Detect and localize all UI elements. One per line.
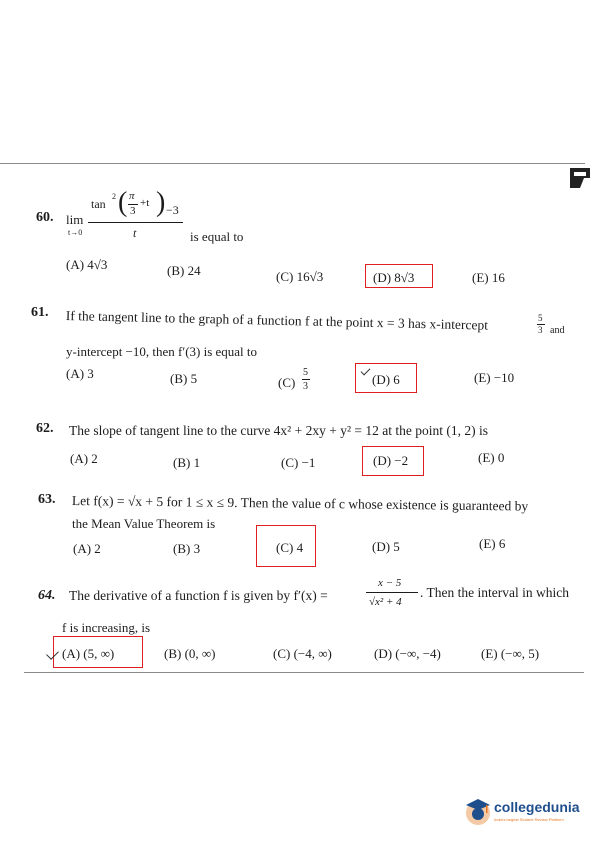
option-b[interactable]: (B) 5 (170, 371, 198, 386)
pi-symbol: π (129, 190, 135, 202)
answer-highlight-box (362, 446, 424, 476)
option-c[interactable]: (C) (−4, ∞) (273, 646, 332, 661)
option-c[interactable]: (C) −1 (281, 455, 316, 470)
collegedunia-logo (464, 795, 586, 829)
option-d[interactable]: (D) 5 (372, 539, 400, 554)
question-text: Let f(x) = √x + 5 for 1 ≤ x ≤ 9. Then the value of c whose existence is guaranteed by (71, 493, 529, 514)
option-d[interactable]: (D) 6 (372, 372, 400, 387)
lim-subscript: t→0 (68, 228, 83, 237)
option-b[interactable]: (B) 1 (173, 455, 201, 470)
answer-highlight-box (53, 636, 143, 668)
tan-word: tan (91, 197, 106, 211)
option-a[interactable]: (A) 2 (73, 541, 101, 556)
plus-t: +t (140, 197, 150, 209)
logo-name: collegedunia (494, 799, 580, 815)
option-e[interactable]: (E) 0 (478, 450, 505, 465)
option-e[interactable]: (E) 6 (479, 536, 506, 551)
option-c-fraction-line (302, 379, 310, 380)
answer-highlight-box (365, 264, 433, 288)
top-rule (0, 163, 585, 164)
derivative-numerator: x − 5 (378, 577, 402, 589)
question-number: 61. (31, 305, 49, 320)
option-b[interactable]: (B) 24 (167, 263, 201, 278)
question-line-2: y-intercept −10, then f′(3) is equal to (66, 344, 258, 359)
option-d[interactable]: (D) (−∞, −4) (374, 646, 441, 661)
option-a[interactable]: (A) 4√3 (66, 257, 108, 272)
option-c[interactable]: (C) (278, 375, 296, 390)
option-c-denominator: 3 (303, 381, 308, 392)
question-tail: is equal to (190, 229, 244, 244)
question-text: The slope of tangent line to the curve 4x² + 2xy + y² = 12 at the point (1, 2) is (69, 423, 488, 438)
question-number: 64. (38, 588, 56, 603)
derivative-denominator: √x² + 4 (369, 596, 402, 608)
question-line-2: the Mean Value Theorem is (72, 516, 216, 531)
option-c[interactable]: (C) 4 (276, 540, 304, 555)
question-number: 60. (36, 210, 54, 225)
minus-three: −3 (166, 203, 179, 217)
answer-highlight-box (256, 525, 316, 567)
option-d[interactable]: (D) −2 (373, 453, 409, 468)
question-text-after: . Then the interval in which (420, 585, 569, 600)
three-denominator: 3 (130, 205, 136, 217)
question-text: If the tangent line to the graph of a function f at the point x = 3 has x-intercept (65, 308, 489, 333)
question-number: 63. (38, 492, 56, 507)
tan-exponent: 2 (112, 192, 116, 201)
option-b[interactable]: (B) (0, ∞) (164, 646, 216, 661)
option-c-numerator: 5 (303, 367, 308, 378)
option-b[interactable]: (B) 3 (173, 541, 201, 556)
x-intercept-numerator: 5 (538, 313, 543, 323)
derivative-fraction-line (366, 592, 418, 593)
question-line-2: f is increasing, is (62, 620, 151, 635)
denominator-t: t (133, 226, 137, 240)
option-e[interactable]: (E) (−∞, 5) (481, 646, 540, 661)
option-a[interactable]: (A) 3 (66, 366, 94, 381)
logo-tagline: India's largest Student Review Platform (494, 817, 564, 822)
question-text: The derivative of a function f is given by f′(x) = (69, 588, 328, 603)
and-word: and (550, 325, 565, 336)
option-c[interactable]: (C) 16√3 (276, 269, 324, 284)
lim-word: lim (66, 212, 84, 227)
option-a[interactable]: (A) (5, ∞) (62, 646, 115, 661)
question-number: 62. (36, 421, 54, 436)
option-a[interactable]: (A) 2 (70, 451, 98, 466)
page-corner-icon (568, 166, 592, 190)
x-intercept-denominator: 3 (538, 325, 543, 335)
option-d[interactable]: (D) 8√3 (373, 270, 415, 285)
graduate-logo-icon (464, 797, 492, 832)
main-fraction-line (88, 222, 183, 223)
option-e[interactable]: (E) −10 (474, 370, 515, 385)
paren-right: ) (156, 187, 166, 218)
paren-left: ( (118, 187, 128, 218)
bottom-rule (24, 672, 584, 673)
option-e[interactable]: (E) 16 (472, 270, 505, 285)
